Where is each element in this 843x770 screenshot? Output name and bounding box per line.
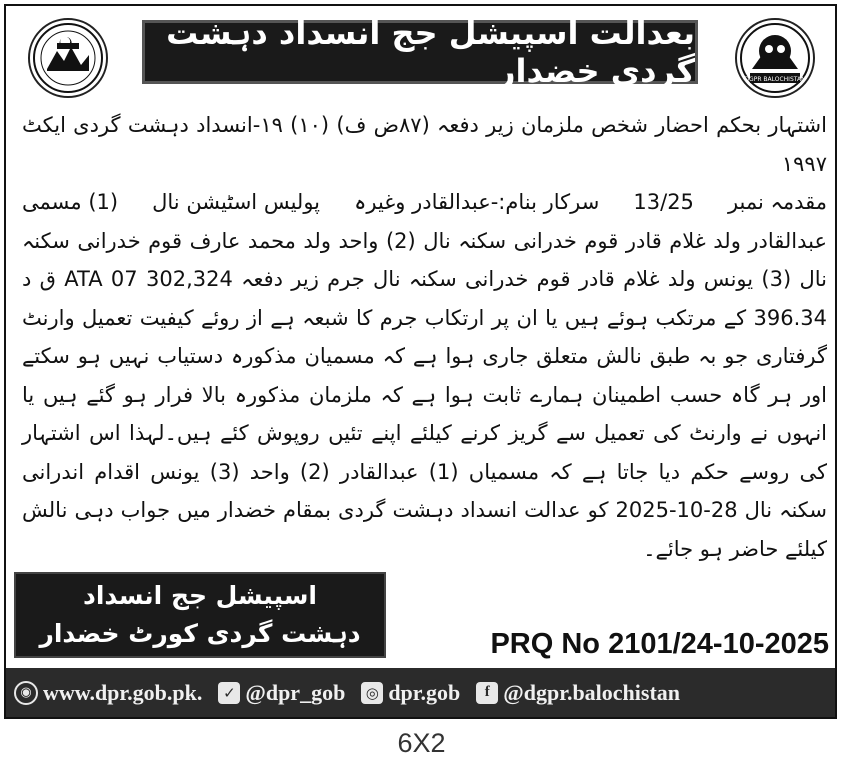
instagram-handle: dpr.gob — [388, 679, 461, 705]
website-text: www.dpr.gob.pk. — [43, 679, 203, 705]
twitter-icon: ✓ — [218, 682, 240, 704]
item-one-label: (1) مسمی — [22, 190, 119, 214]
case-number-label: مقدمہ نمبر — [727, 190, 827, 214]
case-number: 13/25 — [633, 190, 694, 214]
dgpr-balochistan-logo-icon — [735, 18, 815, 98]
facebook-handle: @dgpr.balochistan — [503, 679, 681, 705]
notice-heading-line: اشتہار بحکم احضار شخص ملزمان زیر دفعہ (۸۷ض ف) (۱۰) ۱۹-انسداد دہشت گردی ایکٹ ۱۹۹۷ — [22, 113, 827, 176]
sarkar-banam: سرکار بنام:-عبدالقادر وغیرہ — [354, 190, 600, 214]
facebook-icon: f — [476, 682, 498, 704]
dpr-footer-bar — [6, 668, 835, 717]
dgpr-caption: DGPR BALOCHISTAN — [744, 76, 806, 83]
balochistan-govt-seal-icon — [28, 18, 108, 98]
globe-icon: ◉ — [14, 681, 38, 705]
footer-facebook[interactable] — [476, 680, 680, 706]
prq-number: PRQ No 2101/24-10-2025 — [490, 628, 829, 660]
notice-body — [22, 106, 828, 561]
advertisement-notice — [4, 4, 837, 719]
police-station: پولیس اسٹیشن نال — [152, 190, 321, 214]
case-details-line — [22, 183, 827, 222]
signature-line-1: اسپیشل جج انسداد — [83, 581, 317, 610]
signature-line-2: دہشت گردی کورٹ خضدار — [39, 619, 361, 648]
notice-header — [14, 14, 829, 100]
footer-twitter[interactable] — [218, 680, 345, 706]
instagram-icon: ◎ — [361, 682, 383, 704]
notice-paragraph: عبدالقادر ولد غلام قادر قوم خدرانی سکنہ نال (2) واحد ولد محمد عارف قوم خدرانی سکنہ نال (3) یونس ولد غلام قادر قوم خدرانی سکنہ نال جرم زیر دفعہ 302,324 07 ATA ق د 396.34 کے مرتکب ہوئے ہیں یا ان پر ارتکاب جرم کا شبعہ ہے از روئے کیفیت تعمیل وارنٹ گرفتاری جو بہ طبق نالش متعلق جاری ہوا ہے کہ مسمیان مذکورہ دستیاب نہیں ہو سکتے اور ہر گاہ حسب اطمینان ہمارے ثابت ہوا ہے کہ ملزمان مذکورہ بالا فرار ہو گئے ہیں یا انہوں نے وارنٹ کی تعمیل سے گریز کرنے کیلئے اپنے تئیں روپوش کئے ہیں۔لہذا اس اشتہار کی روسے حکم دیا جاتا ہے کہ مسمیاں (1) عبدالقادر (2) واحد (3) یونس اقدام اندرانی سکنہ نال 28-10-2025 کو عدالت انسداد دہشت گردی بمقام خضدار میں جواب دہی نالش کیلئے حاضر ہو جائے۔ — [22, 228, 828, 561]
judge-signature-block — [14, 572, 386, 658]
twitter-handle: @dpr_gob — [245, 679, 346, 705]
footer-instagram[interactable] — [361, 680, 460, 706]
court-title-band: بعدالت اسپیشل جج انسداد دہشت گردی خضدار — [142, 20, 698, 84]
ad-size-label: 6X2 — [397, 728, 446, 758]
footer-website[interactable] — [14, 680, 202, 706]
